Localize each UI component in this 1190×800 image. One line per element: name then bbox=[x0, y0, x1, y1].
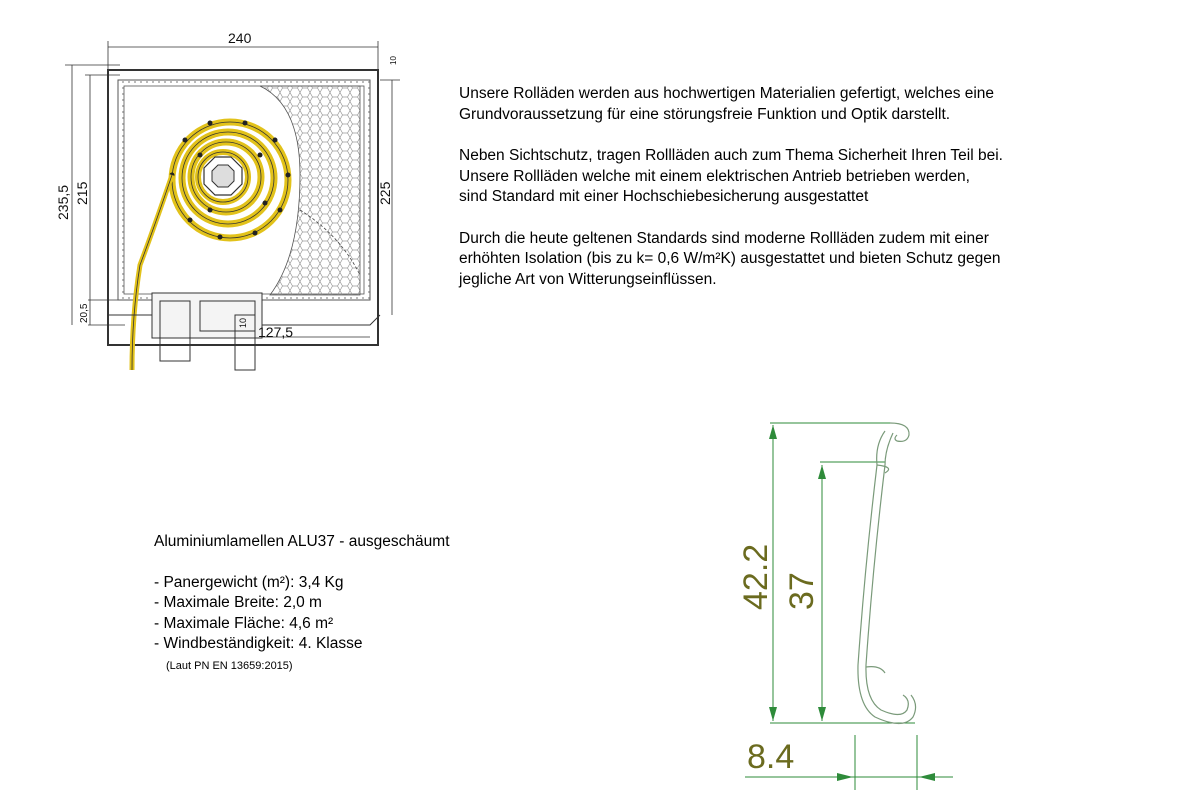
dim-bottom-left: 20,5 bbox=[79, 303, 90, 323]
intro-line: Grundvoraussetzung für eine störungsfreie Funktion und Optik darstellt. bbox=[459, 105, 951, 123]
dim-left-outer: 235,5 bbox=[55, 184, 71, 220]
lamella-height-visible: 37 bbox=[783, 572, 821, 610]
intro-text bbox=[459, 84, 1159, 311]
dim-top: 240 bbox=[228, 30, 252, 46]
intro-line: Neben Sichtschutz, tragen Rollläden auch zum Thema Sicherheit Ihren Teil bei. bbox=[459, 147, 1003, 164]
window-frame bbox=[108, 293, 380, 370]
lamella-height-total: 42.2 bbox=[737, 543, 775, 610]
intro-line: sind Standard mit einer Hochschiebesicherung ausgestattet bbox=[459, 188, 869, 205]
lamella-profile bbox=[858, 423, 916, 724]
shutter-box-svg bbox=[55, 25, 405, 370]
intro-line: erhöhten Isolation (bis zu k= 0,6 W/m²K) ausgestattet und bieten Schutz gegen bbox=[459, 250, 1001, 267]
lamella-thickness: 8.4 bbox=[747, 738, 795, 776]
dim-right: 225 bbox=[377, 181, 393, 205]
intro-line: Unsere Rollläden welche mit einem elektrischen Antrieb betrieben werden, bbox=[459, 167, 970, 185]
specs-block bbox=[154, 533, 574, 672]
lamella-dimension-lines bbox=[745, 423, 953, 790]
dim-bottom-small: 10 bbox=[238, 317, 248, 328]
dim-top-right: 10 bbox=[389, 56, 398, 65]
intro-line: Durch die heute geltenen Standards sind moderne Rollläden zudem mit einer bbox=[459, 229, 989, 247]
specs-title: Aluminiumlamellen ALU37 - ausgeschäumt bbox=[154, 533, 450, 550]
intro-line: jegliche Art von Witterungseinflüssen. bbox=[459, 270, 717, 288]
lamella-svg bbox=[725, 405, 970, 795]
lamella-profile-drawing bbox=[725, 405, 970, 795]
spec-item: - Maximale Breite: 2,0 m bbox=[154, 594, 322, 612]
intro-paragraph-1 bbox=[459, 84, 1159, 125]
spec-item: - Maximale Fläche: 4,6 m² bbox=[154, 614, 334, 632]
shutter-box-drawing bbox=[55, 25, 405, 370]
spec-item: - Panergewicht (m²): 3,4 Kg bbox=[154, 574, 344, 591]
intro-paragraph-3 bbox=[459, 229, 1159, 291]
spec-norm: (Laut PN EN 13659:2015) bbox=[166, 659, 293, 672]
intro-paragraph-2 bbox=[459, 146, 1159, 208]
dim-bottom-width: 127,5 bbox=[258, 324, 294, 340]
spec-item: - Windbeständigkeit: 4. Klasse bbox=[154, 635, 363, 653]
dim-left-inner: 215 bbox=[74, 181, 90, 205]
intro-line: Unsere Rolläden werden aus hochwertigen Materialien gefertigt, welches eine bbox=[459, 85, 995, 102]
